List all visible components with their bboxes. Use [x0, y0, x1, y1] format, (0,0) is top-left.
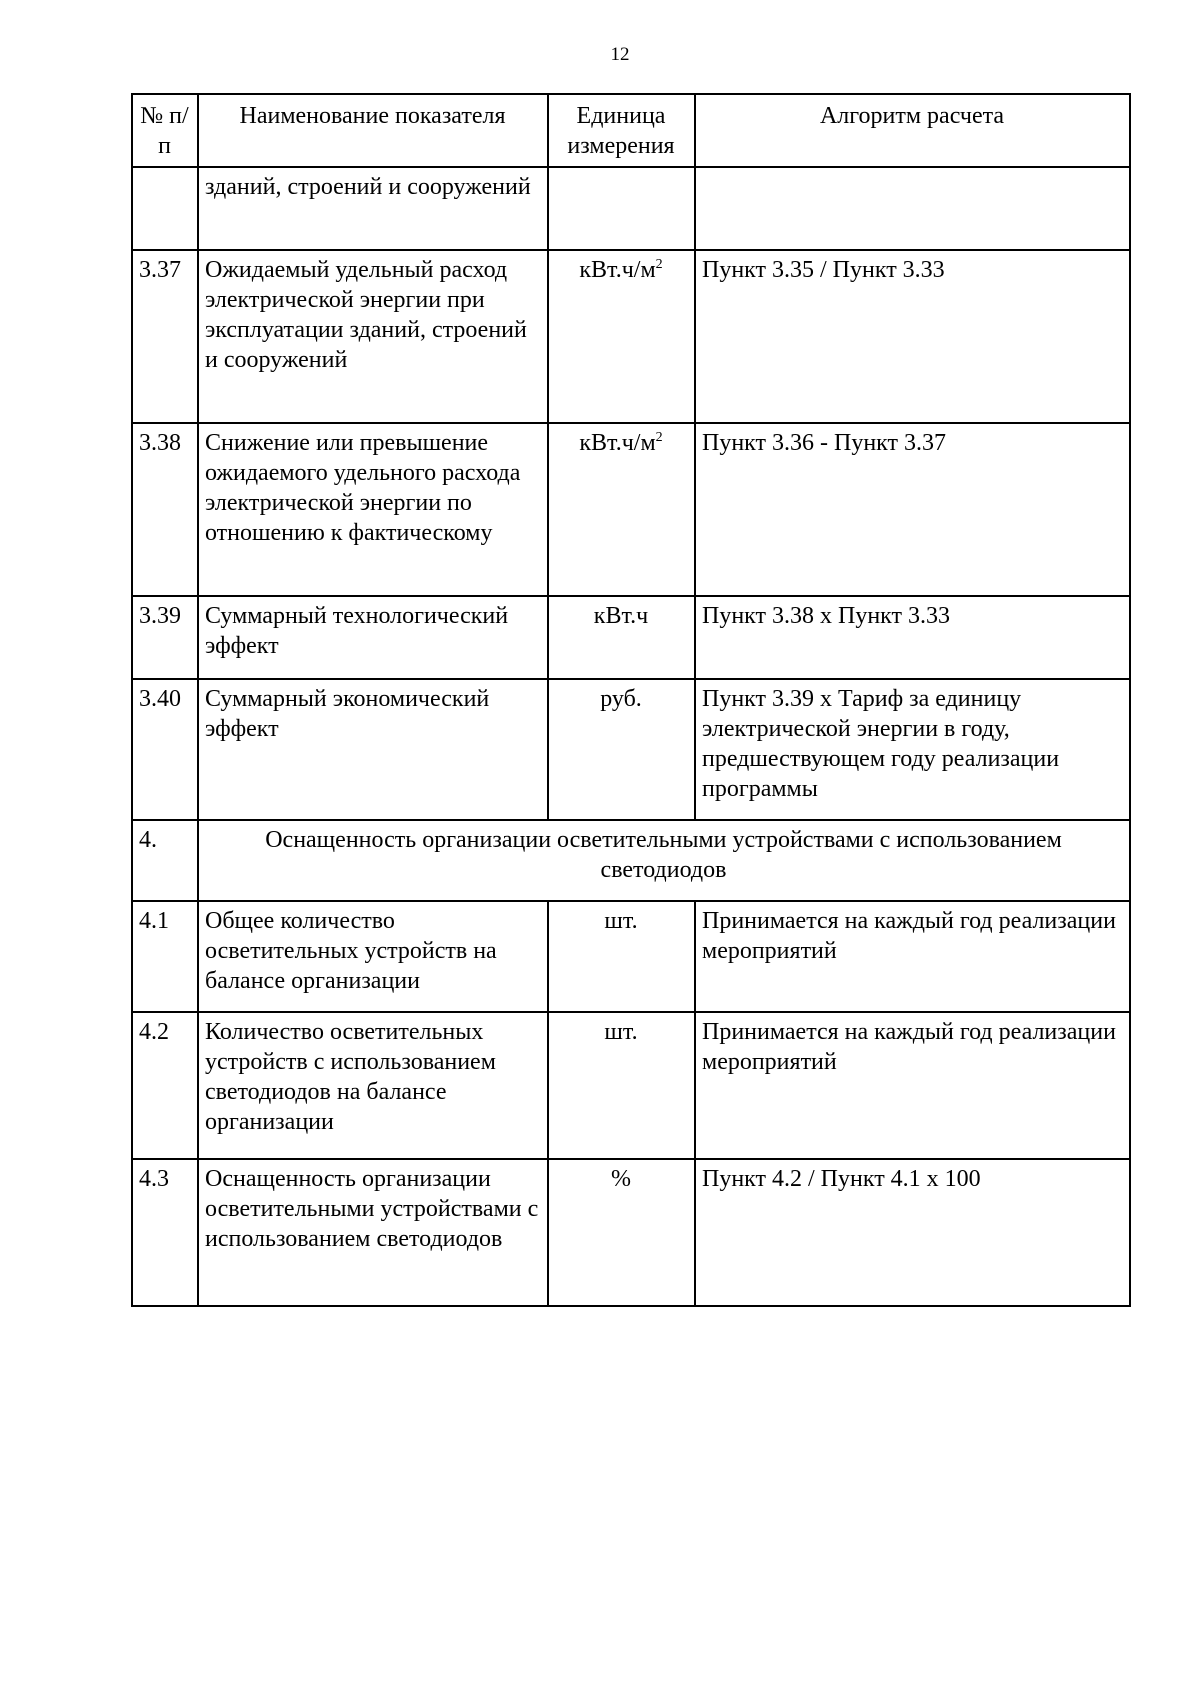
indicators-table: [131, 93, 1131, 1307]
row-unit-text: кВт.ч/м: [579, 430, 656, 456]
row-num: 4.1: [132, 901, 198, 1012]
header-unit: Единица измерения: [548, 94, 695, 167]
table-row: [132, 1159, 1130, 1306]
row-unit-sup: 2: [655, 430, 663, 445]
row-unit-text: кВт.ч/м: [579, 257, 656, 283]
table-row: [132, 1012, 1130, 1159]
row-unit-text: руб.: [600, 686, 642, 712]
row-num: 3.37: [132, 250, 198, 423]
row-unit: шт.: [548, 1012, 695, 1159]
section-title: Оснащенность организации осветительными устройствами с использованием светодиодов: [198, 820, 1130, 901]
row-algorithm: Пункт 3.38 х Пункт 3.33: [695, 596, 1130, 679]
row-name: Общее количество осветительных устройств на балансе организации: [198, 901, 548, 1012]
row-name: Снижение или превышение ожидаемого удельного расхода электрической энергии по отношению к фактическому: [198, 423, 548, 596]
row-num: 4.2: [132, 1012, 198, 1159]
table-row: [132, 596, 1130, 679]
row-unit-text: кВт.ч: [593, 603, 649, 629]
row-name: Суммарный технологический эффект: [198, 596, 548, 679]
table-row: [132, 679, 1130, 820]
table-row: [132, 167, 1130, 250]
header-num: № п/п: [132, 94, 198, 167]
row-algorithm: Пункт 3.39 х Тариф за единицу электрической энергии в году, предшествующем году реализации программы: [695, 679, 1130, 820]
row-unit: %: [548, 1159, 695, 1306]
row-name: Суммарный экономический эффект: [198, 679, 548, 820]
page-number: 12: [610, 44, 630, 65]
row-num: 4.3: [132, 1159, 198, 1306]
row-name: Количество осветительных устройств с использованием светодиодов на балансе организации: [198, 1012, 548, 1159]
table-row: [132, 250, 1130, 423]
row-algorithm: [695, 167, 1130, 250]
row-algorithm: Пункт 4.2 / Пункт 4.1 х 100: [695, 1159, 1130, 1306]
row-num: [132, 167, 198, 250]
table-row: [132, 423, 1130, 596]
row-algorithm: Принимается на каждый год реализации мероприятий: [695, 1012, 1130, 1159]
row-num: 3.39: [132, 596, 198, 679]
section-num: 4.: [132, 820, 198, 901]
section-row: [132, 820, 1130, 901]
row-unit: [548, 423, 695, 596]
row-unit: [548, 167, 695, 250]
row-name: Оснащенность организации осветительными устройствами с использованием светодиодов: [198, 1159, 548, 1306]
header-name: Наименование показателя: [198, 94, 548, 167]
row-algorithm: Пункт 3.35 / Пункт 3.33: [695, 250, 1130, 423]
row-unit: [548, 679, 695, 820]
table-header-row: [132, 94, 1130, 167]
header-algorithm: Алгоритм расчета: [695, 94, 1130, 167]
row-unit: шт.: [548, 901, 695, 1012]
row-unit: [548, 250, 695, 423]
row-num: 3.38: [132, 423, 198, 596]
row-algorithm: Пункт 3.36 - Пункт 3.37: [695, 423, 1130, 596]
row-unit: [548, 596, 695, 679]
table-row: [132, 901, 1130, 1012]
row-name: зданий, строений и сооружений: [198, 167, 548, 250]
row-name: Ожидаемый удельный расход электрической энергии при эксплуатации зданий, строений и сооружений: [198, 250, 548, 423]
row-algorithm: Принимается на каждый год реализации мероприятий: [695, 901, 1130, 1012]
row-unit-sup: 2: [655, 257, 663, 272]
row-num: 3.40: [132, 679, 198, 820]
